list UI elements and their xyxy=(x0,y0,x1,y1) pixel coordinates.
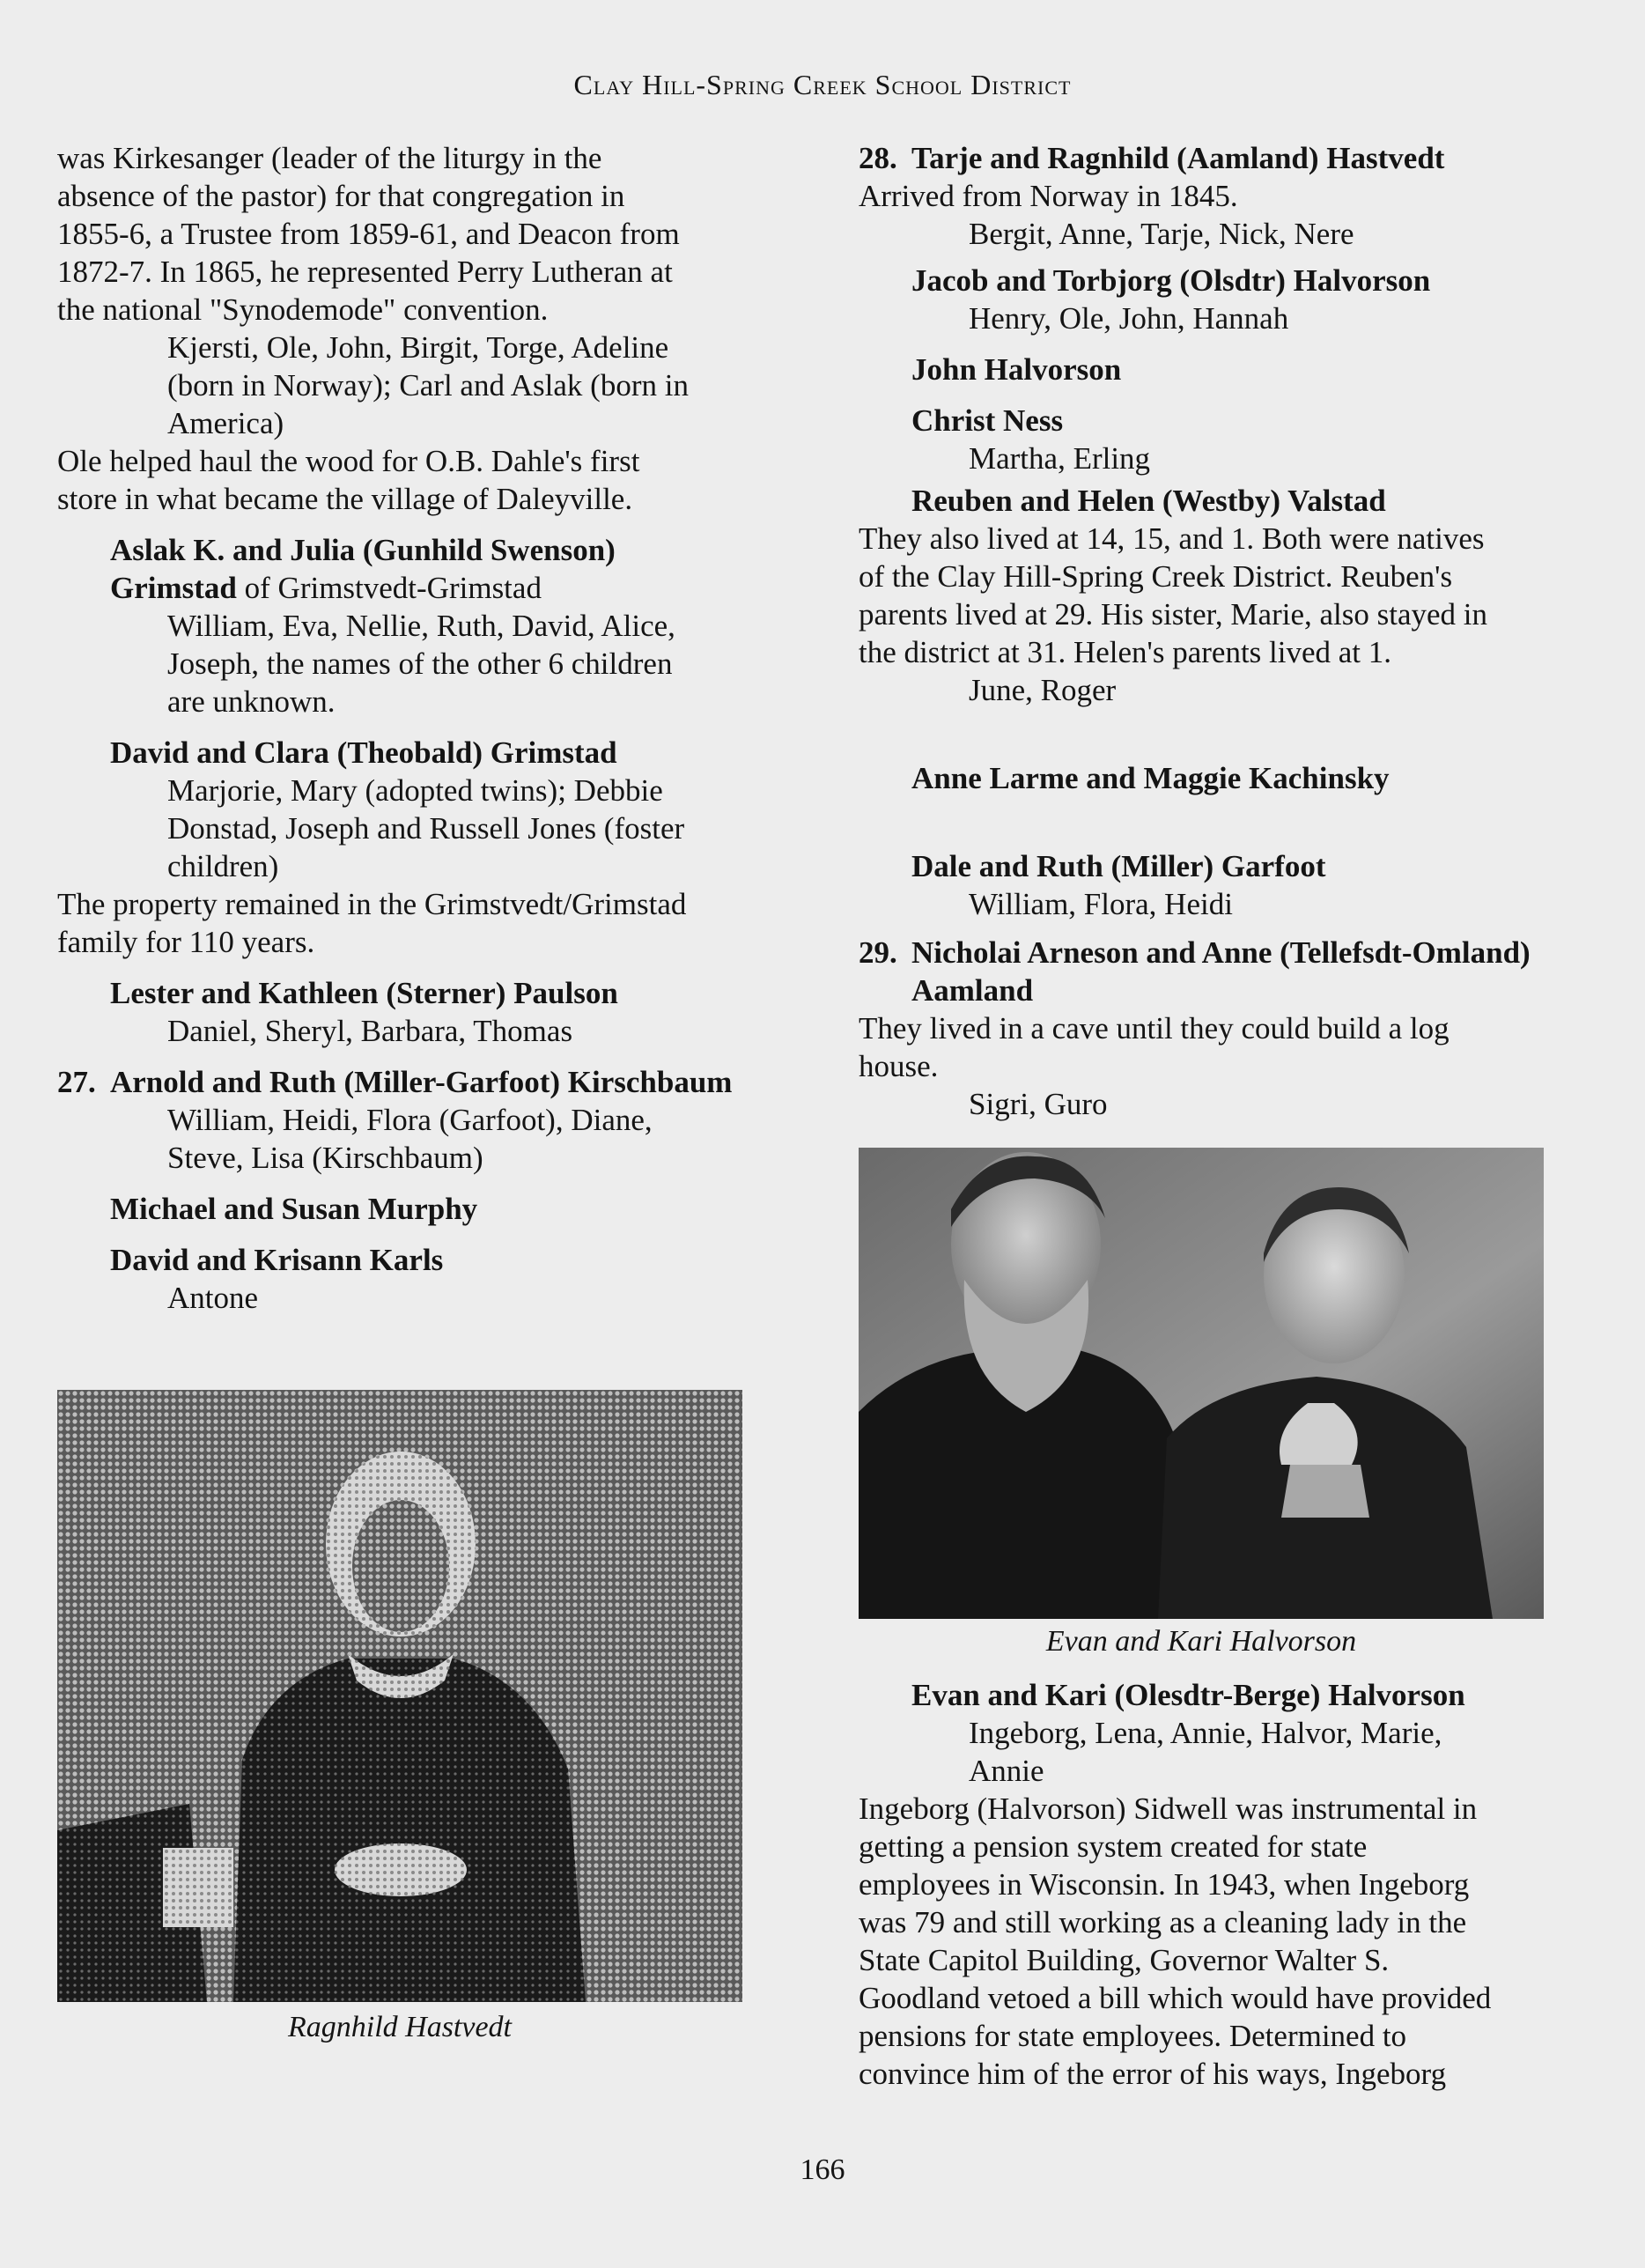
family-heading: David and Clara (Theobald) Grimstad xyxy=(110,735,617,770)
children-line: Martha, Erling xyxy=(969,441,1151,476)
family-heading: Anne Larme and Maggie Kachinsky xyxy=(911,761,1390,795)
page-number: 166 xyxy=(800,2153,845,2186)
family-heading: John Halvorson xyxy=(911,352,1122,387)
children-line: William, Heidi, Flora (Garfoot), Diane, xyxy=(167,1103,653,1137)
family-heading: Lester and Kathleen (Sterner) Paulson xyxy=(110,976,618,1010)
children-line: Sigri, Guro xyxy=(969,1087,1108,1121)
page-header-title: Clay Hill-Spring Creek School District xyxy=(573,69,1072,100)
left-column xyxy=(57,139,806,1317)
family-surname: Grimstad xyxy=(110,571,237,605)
intro-line: 1872-7. In 1865, he represented Perry Lutheran at xyxy=(57,255,673,289)
portrait-image xyxy=(859,1148,1544,1619)
children-line: children) xyxy=(167,849,279,883)
closing-text-line: employees in Wisconsin. In 1943, when Ingeborg xyxy=(859,1867,1470,1902)
family-heading: Jacob and Torbjorg (Olsdtr) Halvorson xyxy=(911,263,1431,298)
children-line: June, Roger xyxy=(969,673,1117,707)
children-line: Annie xyxy=(969,1754,1044,1788)
family-place: of Grimstvedt-Grimstad xyxy=(236,571,542,605)
entry-heading xyxy=(859,934,1598,971)
page-header xyxy=(0,69,1645,101)
family-heading: Christ Ness xyxy=(911,403,1064,438)
children-line: Daniel, Sheryl, Barbara, Thomas xyxy=(167,1014,573,1048)
closing-text-line: pensions for state employees. Determined to xyxy=(859,2019,1407,2053)
children-line: William, Eva, Nellie, Ruth, David, Alice, xyxy=(167,609,675,643)
intro-line: 1855-6, a Trustee from 1859-61, and Deacon from xyxy=(57,217,680,251)
intro-line: absence of the pastor) for that congregation in xyxy=(57,179,625,213)
children-line: Donstad, Joseph and Russell Jones (foster xyxy=(167,811,685,846)
entry-name: Arnold and Ruth (Miller-Garfoot) Kirschbaum xyxy=(110,1065,733,1099)
children-line: Kjersti, Ole, John, Birgit, Torge, Adeline xyxy=(167,330,669,365)
entry-name-cont: Aamland xyxy=(911,973,1034,1008)
intro-line: the national "Synodemode" convention. xyxy=(57,292,549,327)
children-line: America) xyxy=(167,406,284,440)
photo-caption-left: Ragnhild Hastvedt xyxy=(287,2011,513,2043)
family-heading: Dale and Ruth (Miller) Garfoot xyxy=(911,849,1326,883)
closing-text-line: was 79 and still working as a cleaning lady in the xyxy=(859,1905,1467,1939)
right-column-lower xyxy=(859,1676,1598,2093)
entry-number: 28. xyxy=(859,141,897,175)
note-line: The property remained in the Grimstvedt/Grimstad xyxy=(57,887,687,921)
children-line: Marjorie, Mary (adopted twins); Debbie xyxy=(167,773,663,808)
children-line: are unknown. xyxy=(167,684,336,719)
children-line: Ingeborg, Lena, Annie, Halvor, Marie, xyxy=(969,1716,1442,1750)
children-line: Henry, Ole, John, Hannah xyxy=(969,301,1289,336)
family-heading: Aslak K. and Julia (Gunhild Swenson) xyxy=(110,533,616,567)
entry-name: Nicholai Arneson and Anne (Tellefsdt-Omland) xyxy=(911,935,1531,970)
entry-text: They lived in a cave until they could build a log xyxy=(859,1011,1450,1045)
entry-heading xyxy=(57,1063,806,1101)
children-line: Bergit, Anne, Tarje, Nick, Nere xyxy=(969,217,1354,251)
entry-text: Arrived from Norway in 1845. xyxy=(859,179,1238,213)
spacer xyxy=(859,797,1598,834)
right-column xyxy=(859,139,1598,1123)
note-line: family for 110 years. xyxy=(57,925,315,959)
entry-text: house. xyxy=(859,1049,939,1083)
photo-ragnhild-hastvedt xyxy=(57,1390,742,2002)
children-line: (born in Norway); Carl and Aslak (born in xyxy=(167,368,689,403)
family-heading-cont xyxy=(57,569,806,607)
portrait-image xyxy=(57,1390,742,2002)
family-heading: David and Krisann Karls xyxy=(110,1243,444,1277)
note-line: store in what became the village of Daleyville. xyxy=(57,482,633,516)
photo-evan-kari-halvorson xyxy=(859,1148,1544,1619)
closing-text-line: State Capitol Building, Governor Walter S. xyxy=(859,1943,1390,1977)
children-line: Steve, Lisa (Kirschbaum) xyxy=(167,1141,483,1175)
entry-text: the district at 31. Helen's parents lived at 1. xyxy=(859,635,1392,669)
family-heading: Evan and Kari (Olesdtr-Berge) Halvorson xyxy=(911,1678,1465,1712)
entry-number: 27. xyxy=(57,1065,96,1099)
children-line: William, Flora, Heidi xyxy=(969,887,1233,921)
closing-text-line: convince him of the error of his ways, Ingeborg xyxy=(859,2057,1447,2091)
closing-text-line: Goodland vetoed a bill which would have provided xyxy=(859,1981,1492,2015)
closing-text-line: Ingeborg (Halvorson) Sidwell was instrumental in xyxy=(859,1791,1478,1826)
note-line: Ole helped haul the wood for O.B. Dahle's first xyxy=(57,444,640,478)
spacer xyxy=(859,709,1598,746)
entry-text: They also lived at 14, 15, and 1. Both were natives xyxy=(859,521,1485,556)
children-line: Antone xyxy=(167,1281,259,1315)
entry-name: Tarje and Ragnhild (Aamland) Hastvedt xyxy=(911,141,1445,175)
entry-text: parents lived at 29. His sister, Marie, also stayed in xyxy=(859,597,1487,632)
family-heading: Michael and Susan Murphy xyxy=(110,1192,478,1226)
entry-number: 29. xyxy=(859,935,897,970)
intro-line: was Kirkesanger (leader of the liturgy in the xyxy=(57,141,602,175)
entry-text: of the Clay Hill-Spring Creek District. Reuben's xyxy=(859,559,1453,594)
entry-heading xyxy=(859,139,1598,177)
closing-text-line: getting a pension system created for state xyxy=(859,1829,1368,1864)
children-line: Joseph, the names of the other 6 children xyxy=(167,646,673,681)
family-heading: Reuben and Helen (Westby) Valstad xyxy=(911,484,1386,518)
photo-caption-right: Evan and Kari Halvorson xyxy=(1045,1625,1357,1658)
